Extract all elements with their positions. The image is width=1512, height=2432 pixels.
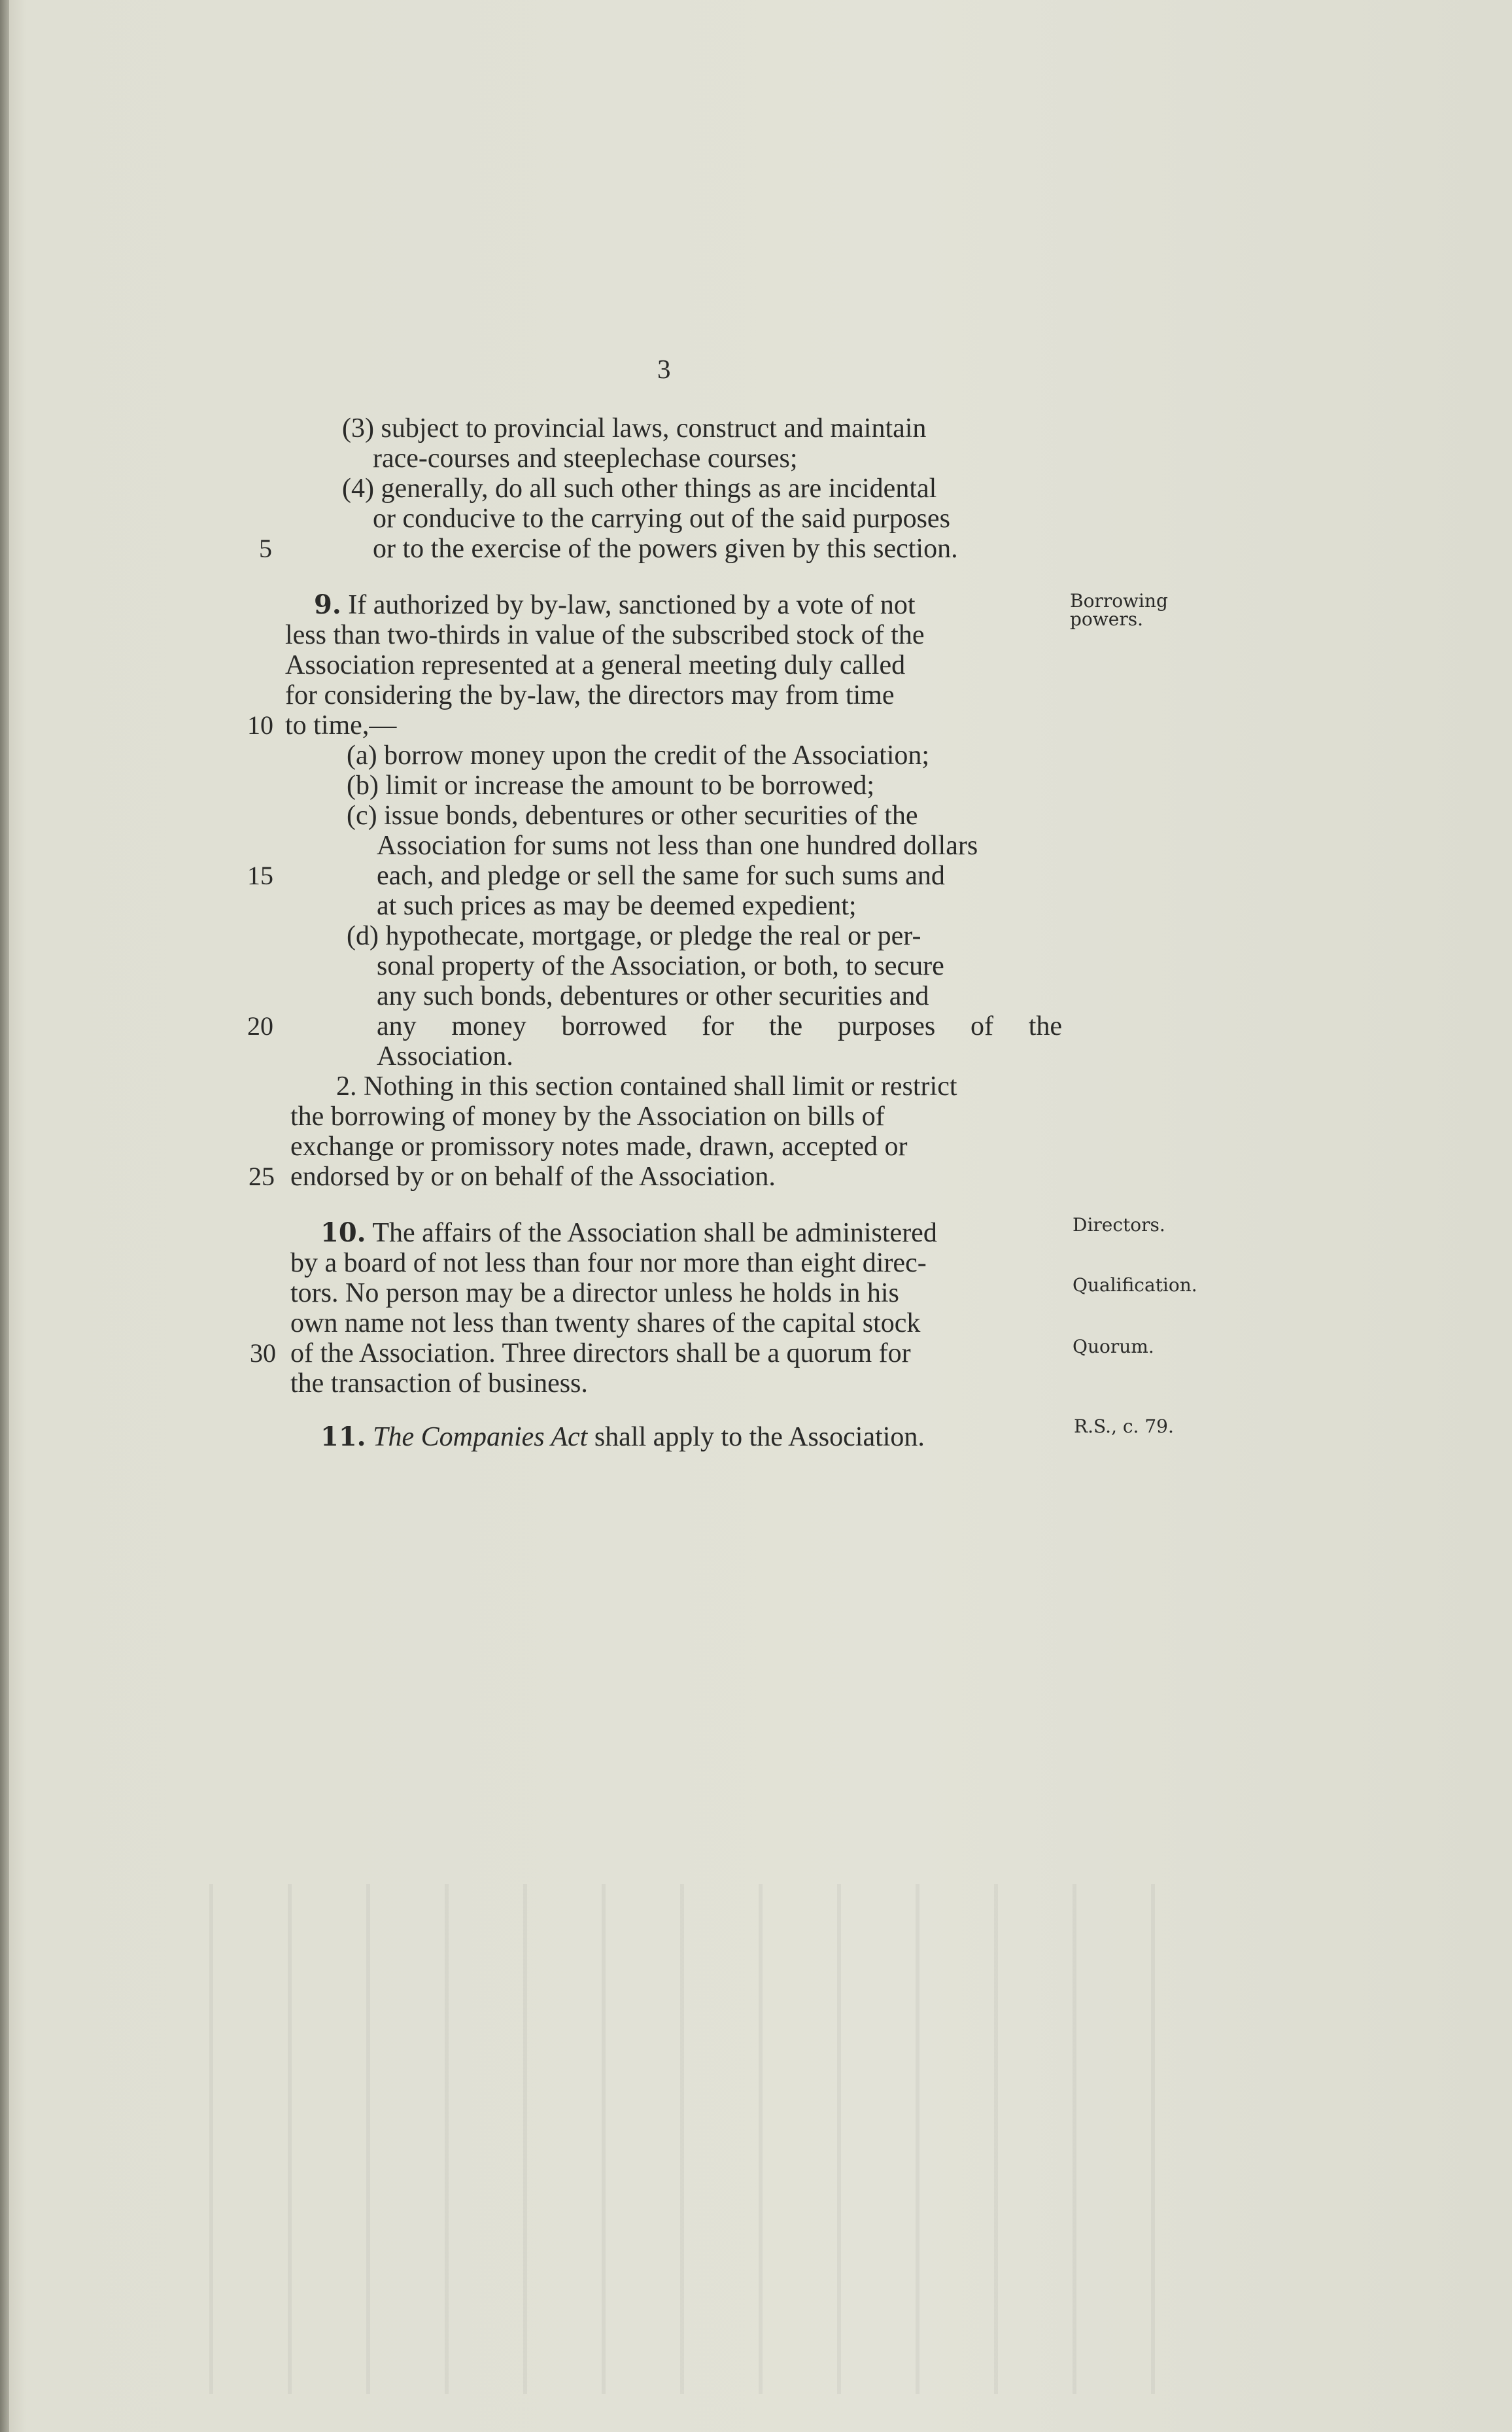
clause-d-line-3: any such bonds, debentures or other securities and: [377, 981, 929, 1011]
line-number-5: 5: [259, 534, 272, 563]
section-9-line-3: Association represented at a general meeting duly called: [285, 650, 906, 680]
section-10-line-5: of the Association. Three directors shall be a quorum for: [290, 1338, 911, 1368]
clause-3-line-2: race-courses and steeplechase courses;: [373, 443, 798, 474]
companies-act-title: The Companies Act: [373, 1422, 588, 1452]
section-9-text-1: If authorized by by-law, sanctioned by a vote of not: [341, 590, 916, 620]
subsection-2-line-2: the borrowing of money by the Association on bills of: [290, 1102, 885, 1132]
clause-c-line-4: at such prices as may be deemed expedient;: [377, 891, 857, 921]
subsection-2-line-1: 2. Nothing in this section contained shall limit or restrict: [336, 1071, 957, 1102]
line-number-20: 20: [247, 1011, 273, 1041]
margin-note-directors: Directors.: [1073, 1214, 1165, 1236]
margin-note-borrowing: Borrowing: [1070, 590, 1168, 612]
section-11-text: shall apply to the Association.: [587, 1422, 925, 1452]
page-number: 3: [657, 354, 672, 384]
margin-note-qualification: Qualification.: [1073, 1274, 1197, 1296]
clause-d-line-5: Association.: [377, 1041, 513, 1071]
section-10-text-1: The affairs of the Association shall be administered: [366, 1218, 937, 1248]
section-11-number: 11.: [320, 1421, 366, 1452]
line-number-30: 30: [250, 1338, 276, 1368]
section-9-line-1: [314, 590, 916, 620]
clause-d-line-1: (d) hypothecate, mortgage, or pledge the real or per-: [347, 921, 921, 951]
subsection-2-line-3: exchange or promissory notes made, drawn, accepted or: [290, 1132, 908, 1162]
clause-c-line-1: (c) issue bonds, debentures or other securities of the: [347, 801, 918, 831]
margin-note-rs-c79: R.S., c. 79.: [1074, 1416, 1174, 1437]
clause-4-line-2: or conducive to the carrying out of the said purposes: [373, 504, 950, 534]
margin-note-powers: powers.: [1070, 608, 1143, 630]
clause-4-line-3: or to the exercise of the powers given by this section.: [373, 534, 958, 564]
clause-d-line-4: any money borrowed for the purposes of the: [377, 1011, 1062, 1041]
clause-b: (b) limit or increase the amount to be borrowed;: [347, 771, 875, 801]
section-10-line-6: the transaction of business.: [290, 1368, 588, 1398]
subsection-2-line-4: endorsed by or on behalf of the Association.: [290, 1162, 776, 1192]
clause-c-line-3: each, and pledge or sell the same for such sums and: [377, 861, 945, 891]
clause-c-line-2: Association for sums not less than one hundred dollars: [377, 831, 978, 861]
margin-note-quorum: Quorum.: [1073, 1336, 1154, 1357]
binding-edge: [0, 0, 9, 2432]
section-10-line-1: [320, 1218, 937, 1248]
section-9-line-4: for considering the by-law, the directors may from time: [285, 680, 895, 710]
line-number-10: 10: [247, 710, 273, 740]
section-9-line-5: to time,—: [285, 710, 397, 740]
clause-3-line-1: (3) subject to provincial laws, construct and maintain: [342, 413, 927, 443]
section-10-line-2: by a board of not less than four nor more than eight direc-: [290, 1248, 927, 1278]
section-10-line-4: own name not less than twenty shares of the capital stock: [290, 1308, 921, 1338]
line-number-15: 15: [247, 861, 273, 890]
show-through-texture: [170, 1884, 1216, 2394]
section-9-line-2: less than two-thirds in value of the subscribed stock of the: [285, 620, 925, 650]
section-10-line-3: tors. No person may be a director unless he holds in his: [290, 1278, 899, 1308]
clause-4-line-1: (4) generally, do all such other things as are incidental: [342, 474, 937, 504]
section-9-number: 9.: [314, 589, 341, 620]
clause-a: (a) borrow money upon the credit of the Association;: [347, 740, 930, 771]
clause-d-line-2: sonal property of the Association, or both, to secure: [377, 951, 944, 981]
section-10-number: 10.: [320, 1217, 366, 1248]
line-number-25: 25: [249, 1162, 275, 1191]
section-11-line: [320, 1422, 925, 1452]
